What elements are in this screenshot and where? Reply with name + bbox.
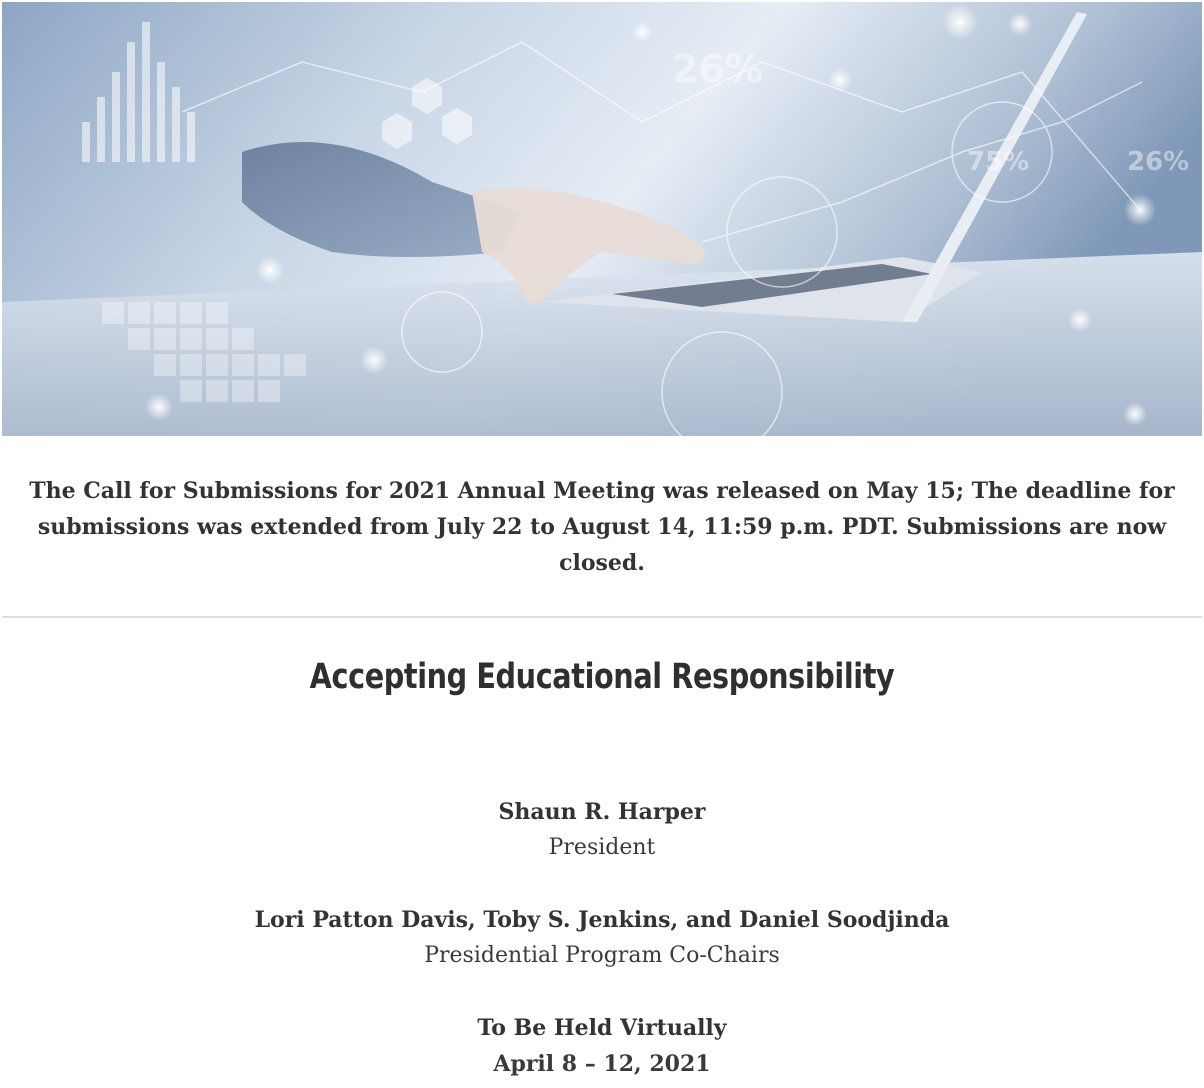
event-details [0,1010,1204,1082]
overlay-label: 26% [1127,147,1190,177]
credit-president [0,794,1204,866]
event-format: To Be Held Virtually [477,1015,727,1041]
credit-program-chairs [0,902,1204,974]
event-dates: April 8 – 12, 2021 [493,1051,711,1077]
credit-role: President [548,835,656,860]
overlay-label: 75% [967,147,1030,177]
credit-name: Shaun R. Harper [498,799,706,825]
hero-banner-image [2,2,1202,436]
theme-title: Accepting Educational Responsibility [309,657,895,697]
overlay-label: 26% [672,47,763,91]
submission-notice: The Call for Submissions for 2021 Annual Meeting was released on May 15; The deadline for submissions was extended from July 22 to August 14, 11:59 p.m. PDT. Submissions are now closed. [29,478,1175,576]
credit-name: Lori Patton Davis, Toby S. Jenkins, and Daniel Soodjinda [254,907,950,933]
credit-role: Presidential Program Co-Chairs [424,943,780,968]
section-divider [2,616,1202,618]
laptop-typing-hero-image [2,2,1202,436]
